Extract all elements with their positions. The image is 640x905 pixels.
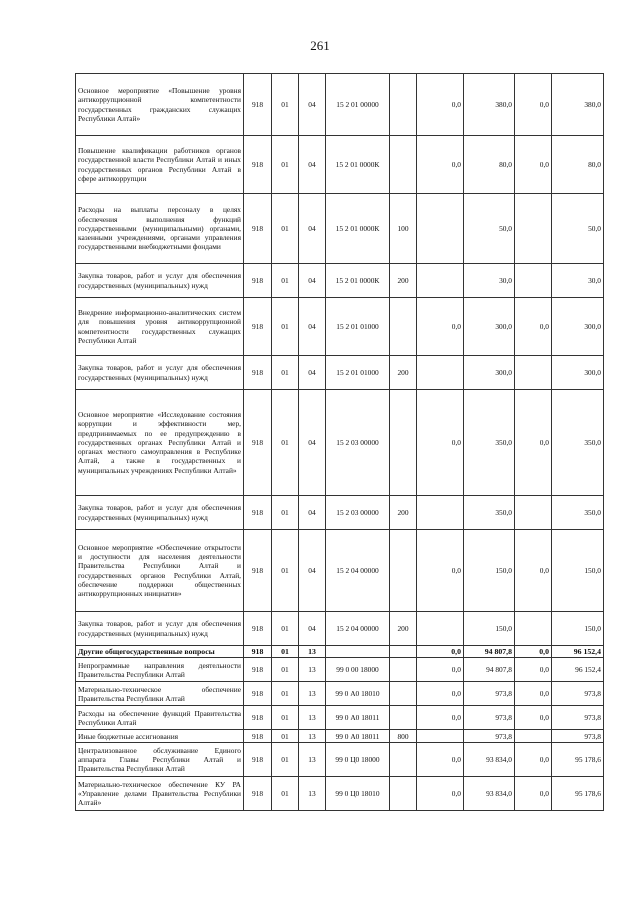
row-subsection-code: 04 [299, 356, 326, 390]
row-admin-code: 918 [244, 777, 272, 811]
row-target-article [326, 646, 390, 658]
row-value-2: 93 834,0 [464, 777, 515, 811]
row-expense-type: 200 [390, 496, 417, 530]
row-value-2: 80,0 [464, 136, 515, 194]
row-name: Непрограммные направления деятельности Правительства Республики Алтай [76, 658, 244, 682]
row-name: Расходы на выплаты персоналу в целях обеспечения выполнения функций государственными (муниципальными) органами, казенными учреждениями, органами управления государственными внебюджетными фондами [76, 194, 244, 264]
row-value-3 [515, 264, 552, 298]
row-value-1 [417, 612, 464, 646]
row-expense-type [390, 682, 417, 706]
row-expense-type [390, 136, 417, 194]
row-value-1: 0,0 [417, 743, 464, 777]
row-target-article: 99 0 А0 18011 [326, 730, 390, 743]
row-name: Закупка товаров, работ и услуг для обеспечения государственных (муниципальных) нужд [76, 264, 244, 298]
row-value-1: 0,0 [417, 706, 464, 730]
row-target-article: 99 0 00 18000 [326, 658, 390, 682]
row-admin-code: 918 [244, 612, 272, 646]
row-expense-type [390, 298, 417, 356]
row-admin-code: 918 [244, 390, 272, 496]
row-section-code: 01 [272, 136, 299, 194]
row-name: Повышение квалификации работников органов государственной власти Республики Алтай и иных государственных органов Республики Алтай в сфере антикоррупции [76, 136, 244, 194]
row-section-code: 01 [272, 356, 299, 390]
table-row [76, 612, 604, 646]
row-value-3: 0,0 [515, 136, 552, 194]
row-value-3: 0,0 [515, 74, 552, 136]
row-target-article: 15 2 04 00000 [326, 612, 390, 646]
row-value-2: 300,0 [464, 356, 515, 390]
row-target-article: 15 2 03 00000 [326, 390, 390, 496]
row-expense-type [390, 658, 417, 682]
row-section-code: 01 [272, 730, 299, 743]
row-expense-type [390, 743, 417, 777]
row-value-4: 50,0 [552, 194, 604, 264]
row-target-article: 99 0 Ц0 18010 [326, 777, 390, 811]
row-subsection-code: 04 [299, 390, 326, 496]
row-value-1 [417, 356, 464, 390]
table-row [76, 658, 604, 682]
row-admin-code: 918 [244, 530, 272, 612]
row-value-1: 0,0 [417, 530, 464, 612]
row-admin-code: 918 [244, 743, 272, 777]
row-subsection-code: 13 [299, 682, 326, 706]
table-row [76, 777, 604, 811]
budget-table [75, 73, 604, 811]
row-value-3 [515, 730, 552, 743]
row-target-article: 99 0 Ц0 18000 [326, 743, 390, 777]
row-admin-code: 918 [244, 136, 272, 194]
row-value-2: 973,8 [464, 730, 515, 743]
row-expense-type: 200 [390, 264, 417, 298]
table-row [76, 74, 604, 136]
row-expense-type [390, 74, 417, 136]
table-row [76, 136, 604, 194]
row-value-4: 150,0 [552, 612, 604, 646]
row-value-4: 350,0 [552, 496, 604, 530]
row-name: Расходы на обеспечение функций Правительства Республики Алтай [76, 706, 244, 730]
table-row [76, 496, 604, 530]
row-section-code: 01 [272, 298, 299, 356]
row-value-3 [515, 194, 552, 264]
row-value-1: 0,0 [417, 777, 464, 811]
row-value-1: 0,0 [417, 658, 464, 682]
row-section-code: 01 [272, 530, 299, 612]
row-value-2: 30,0 [464, 264, 515, 298]
row-admin-code: 918 [244, 730, 272, 743]
row-expense-type [390, 777, 417, 811]
row-admin-code: 918 [244, 658, 272, 682]
row-subsection-code: 04 [299, 194, 326, 264]
row-value-3 [515, 356, 552, 390]
row-value-2: 93 834,0 [464, 743, 515, 777]
table-row [76, 743, 604, 777]
table-row [76, 298, 604, 356]
row-admin-code: 918 [244, 194, 272, 264]
row-subsection-code: 13 [299, 743, 326, 777]
row-value-4: 96 152,4 [552, 658, 604, 682]
row-subsection-code: 13 [299, 706, 326, 730]
row-value-1: 0,0 [417, 682, 464, 706]
row-value-4: 30,0 [552, 264, 604, 298]
row-name: Основное мероприятие «Повышение уровня антикоррупционной компетентности государственных гражданских служащих Республики Алтай» [76, 74, 244, 136]
row-value-2: 380,0 [464, 74, 515, 136]
row-value-4: 96 152,4 [552, 646, 604, 658]
row-subsection-code: 04 [299, 298, 326, 356]
row-name: Основное мероприятие «Обеспечение открытости и доступности для населения деятельности Правительства Республики Алтай и государственных органов Республики Алтай, обеспечение поддержки общественных антикоррупционных инициатив» [76, 530, 244, 612]
table-row [76, 356, 604, 390]
row-expense-type: 200 [390, 612, 417, 646]
row-value-2: 973,8 [464, 706, 515, 730]
row-admin-code: 918 [244, 74, 272, 136]
row-value-1: 0,0 [417, 74, 464, 136]
row-subsection-code: 04 [299, 74, 326, 136]
row-subsection-code: 04 [299, 136, 326, 194]
row-target-article: 15 2 01 01000 [326, 298, 390, 356]
row-value-1: 0,0 [417, 136, 464, 194]
row-expense-type: 200 [390, 356, 417, 390]
row-admin-code: 918 [244, 706, 272, 730]
row-value-4: 380,0 [552, 74, 604, 136]
row-admin-code: 918 [244, 264, 272, 298]
row-target-article: 15 2 04 00000 [326, 530, 390, 612]
row-subsection-code: 04 [299, 612, 326, 646]
row-value-3: 0,0 [515, 777, 552, 811]
row-admin-code: 918 [244, 298, 272, 356]
table-row [76, 730, 604, 743]
row-value-2: 50,0 [464, 194, 515, 264]
row-expense-type [390, 706, 417, 730]
row-value-2: 150,0 [464, 530, 515, 612]
row-value-3: 0,0 [515, 646, 552, 658]
row-value-2: 300,0 [464, 298, 515, 356]
row-name: Материально-техническое обеспечение КУ РА «Управление делами Правительства Республики Алтай» [76, 777, 244, 811]
row-subsection-code: 13 [299, 777, 326, 811]
row-value-4: 973,8 [552, 730, 604, 743]
row-expense-type [390, 646, 417, 658]
row-value-3: 0,0 [515, 298, 552, 356]
row-section-code: 01 [272, 706, 299, 730]
row-admin-code: 918 [244, 646, 272, 658]
row-value-2: 350,0 [464, 496, 515, 530]
row-subsection-code: 13 [299, 646, 326, 658]
row-section-code: 01 [272, 264, 299, 298]
row-value-1 [417, 194, 464, 264]
row-subsection-code: 04 [299, 496, 326, 530]
row-expense-type [390, 390, 417, 496]
row-value-4: 350,0 [552, 390, 604, 496]
row-value-3: 0,0 [515, 743, 552, 777]
row-value-3: 0,0 [515, 390, 552, 496]
row-value-3: 0,0 [515, 530, 552, 612]
table-row [76, 530, 604, 612]
row-value-1 [417, 730, 464, 743]
row-admin-code: 918 [244, 682, 272, 706]
table-row [76, 390, 604, 496]
row-section-code: 01 [272, 496, 299, 530]
row-value-4: 80,0 [552, 136, 604, 194]
row-subsection-code: 04 [299, 530, 326, 612]
row-value-4: 973,8 [552, 682, 604, 706]
row-target-article: 99 0 А0 18010 [326, 682, 390, 706]
row-target-article: 15 2 01 0000К [326, 264, 390, 298]
row-name: Закупка товаров, работ и услуг для обеспечения государственных (муниципальных) нужд [76, 496, 244, 530]
row-subsection-code: 13 [299, 658, 326, 682]
row-subsection-code: 13 [299, 730, 326, 743]
row-name: Внедрение информационно-аналитических систем для повышения уровня антикоррупционной компетентности государственных служащих Республики Алтай [76, 298, 244, 356]
row-section-code: 01 [272, 743, 299, 777]
row-name: Материально-техническое обеспечение Правительства Республики Алтай [76, 682, 244, 706]
row-value-2: 94 807,8 [464, 658, 515, 682]
row-value-1 [417, 496, 464, 530]
page-number: 261 [310, 38, 330, 53]
row-admin-code: 918 [244, 356, 272, 390]
row-expense-type: 100 [390, 194, 417, 264]
row-value-3: 0,0 [515, 682, 552, 706]
row-section-code: 01 [272, 682, 299, 706]
row-name: Закупка товаров, работ и услуг для обеспечения государственных (муниципальных) нужд [76, 356, 244, 390]
table-row [76, 646, 604, 658]
row-value-4: 150,0 [552, 530, 604, 612]
row-expense-type: 800 [390, 730, 417, 743]
row-section-code: 01 [272, 612, 299, 646]
row-value-1 [417, 264, 464, 298]
row-section-code: 01 [272, 74, 299, 136]
row-section-code: 01 [272, 194, 299, 264]
row-value-4: 95 178,6 [552, 777, 604, 811]
row-section-code: 01 [272, 390, 299, 496]
row-target-article: 15 2 03 00000 [326, 496, 390, 530]
row-section-code: 01 [272, 646, 299, 658]
table-row [76, 706, 604, 730]
row-name: Другие общегосударственные вопросы [76, 646, 244, 658]
row-section-code: 01 [272, 658, 299, 682]
row-admin-code: 918 [244, 496, 272, 530]
row-name: Основное мероприятие «Исследование состояния коррупции и эффективности мер, предпринимаемых по ее предупреждению в государственных органах Республики Алтай и органах местного самоуправления в Республике Алтай, а также в государственных и муниципальных учреждениях Республики Алтай» [76, 390, 244, 496]
row-value-4: 95 178,6 [552, 743, 604, 777]
row-target-article: 15 2 01 0000К [326, 194, 390, 264]
row-value-2: 350,0 [464, 390, 515, 496]
row-value-1: 0,0 [417, 390, 464, 496]
row-value-4: 973,8 [552, 706, 604, 730]
table-row [76, 264, 604, 298]
row-value-2: 150,0 [464, 612, 515, 646]
row-subsection-code: 04 [299, 264, 326, 298]
row-value-3 [515, 612, 552, 646]
row-value-4: 300,0 [552, 356, 604, 390]
row-value-4: 300,0 [552, 298, 604, 356]
table-row [76, 682, 604, 706]
row-target-article: 99 0 А0 18011 [326, 706, 390, 730]
row-value-2: 94 807,8 [464, 646, 515, 658]
row-value-3: 0,0 [515, 706, 552, 730]
row-value-2: 973,8 [464, 682, 515, 706]
row-name: Централизованное обслуживание Единого аппарата Главы Республики Алтай и Правительства Республики Алтай [76, 743, 244, 777]
row-expense-type [390, 530, 417, 612]
row-name: Иные бюджетные ассигнования [76, 730, 244, 743]
row-target-article: 15 2 01 0000К [326, 136, 390, 194]
row-target-article: 15 2 01 00000 [326, 74, 390, 136]
row-name: Закупка товаров, работ и услуг для обеспечения государственных (муниципальных) нужд [76, 612, 244, 646]
row-section-code: 01 [272, 777, 299, 811]
table-row [76, 194, 604, 264]
row-value-1: 0,0 [417, 646, 464, 658]
row-value-1: 0,0 [417, 298, 464, 356]
row-value-3: 0,0 [515, 658, 552, 682]
row-target-article: 15 2 01 01000 [326, 356, 390, 390]
row-value-3 [515, 496, 552, 530]
